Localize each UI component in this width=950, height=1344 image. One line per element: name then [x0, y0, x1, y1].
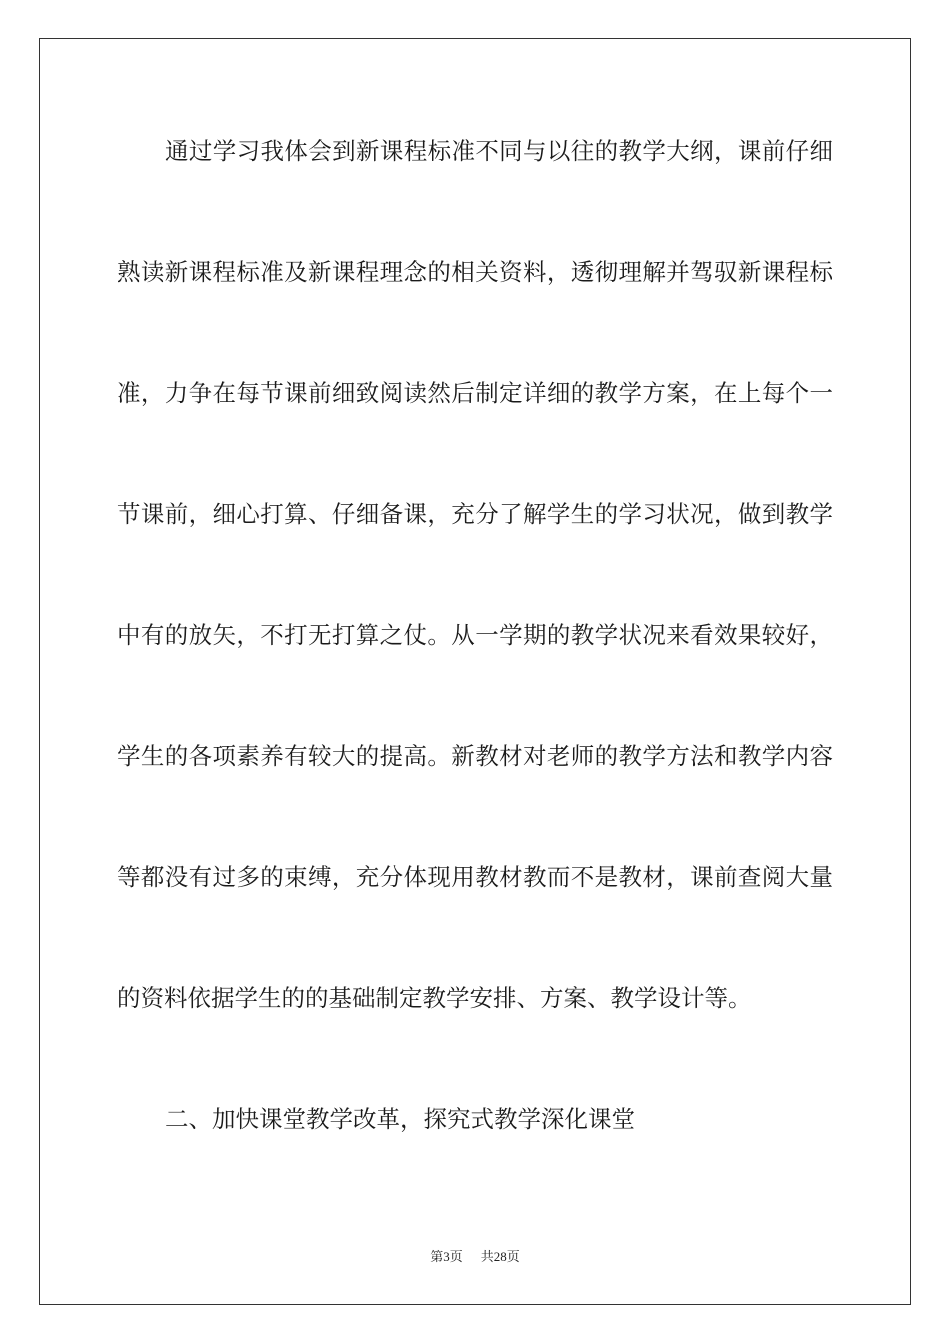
paragraph-line: 准，力争在每节课前细致阅读然后制定详细的教学方案，在上每个一	[117, 379, 833, 407]
paragraph-line: 通过学习我体会到新课程标准不同与以往的教学大纲，课前仔细	[165, 137, 833, 165]
section-heading: 二、加快课堂教学改革，探究式教学深化课堂	[165, 1105, 635, 1133]
page-number: 第3页	[430, 1249, 463, 1264]
paragraph-line: 学生的各项素养有较大的提高。新教材对老师的教学方法和教学内容	[117, 742, 833, 770]
paragraph-line: 的资料依据学生的的基础制定教学安排、方案、教学设计等。	[117, 984, 752, 1012]
page-footer	[0, 1248, 950, 1266]
paragraph-line: 中有的放矢，不打无打算之仗。从一学期的教学状况来看效果较好，	[117, 621, 833, 649]
paragraph-line: 等都没有过多的束缚，充分体现用教材教而不是教材，课前查阅大量	[117, 863, 833, 891]
paragraph-line: 节课前，细心打算、仔细备课，充分了解学生的学习状况，做到教学	[117, 500, 833, 528]
paragraph-line: 熟读新课程标准及新课程理念的相关资料，透彻理解并驾驭新课程标	[117, 258, 833, 286]
page-total: 共28页	[480, 1249, 520, 1264]
